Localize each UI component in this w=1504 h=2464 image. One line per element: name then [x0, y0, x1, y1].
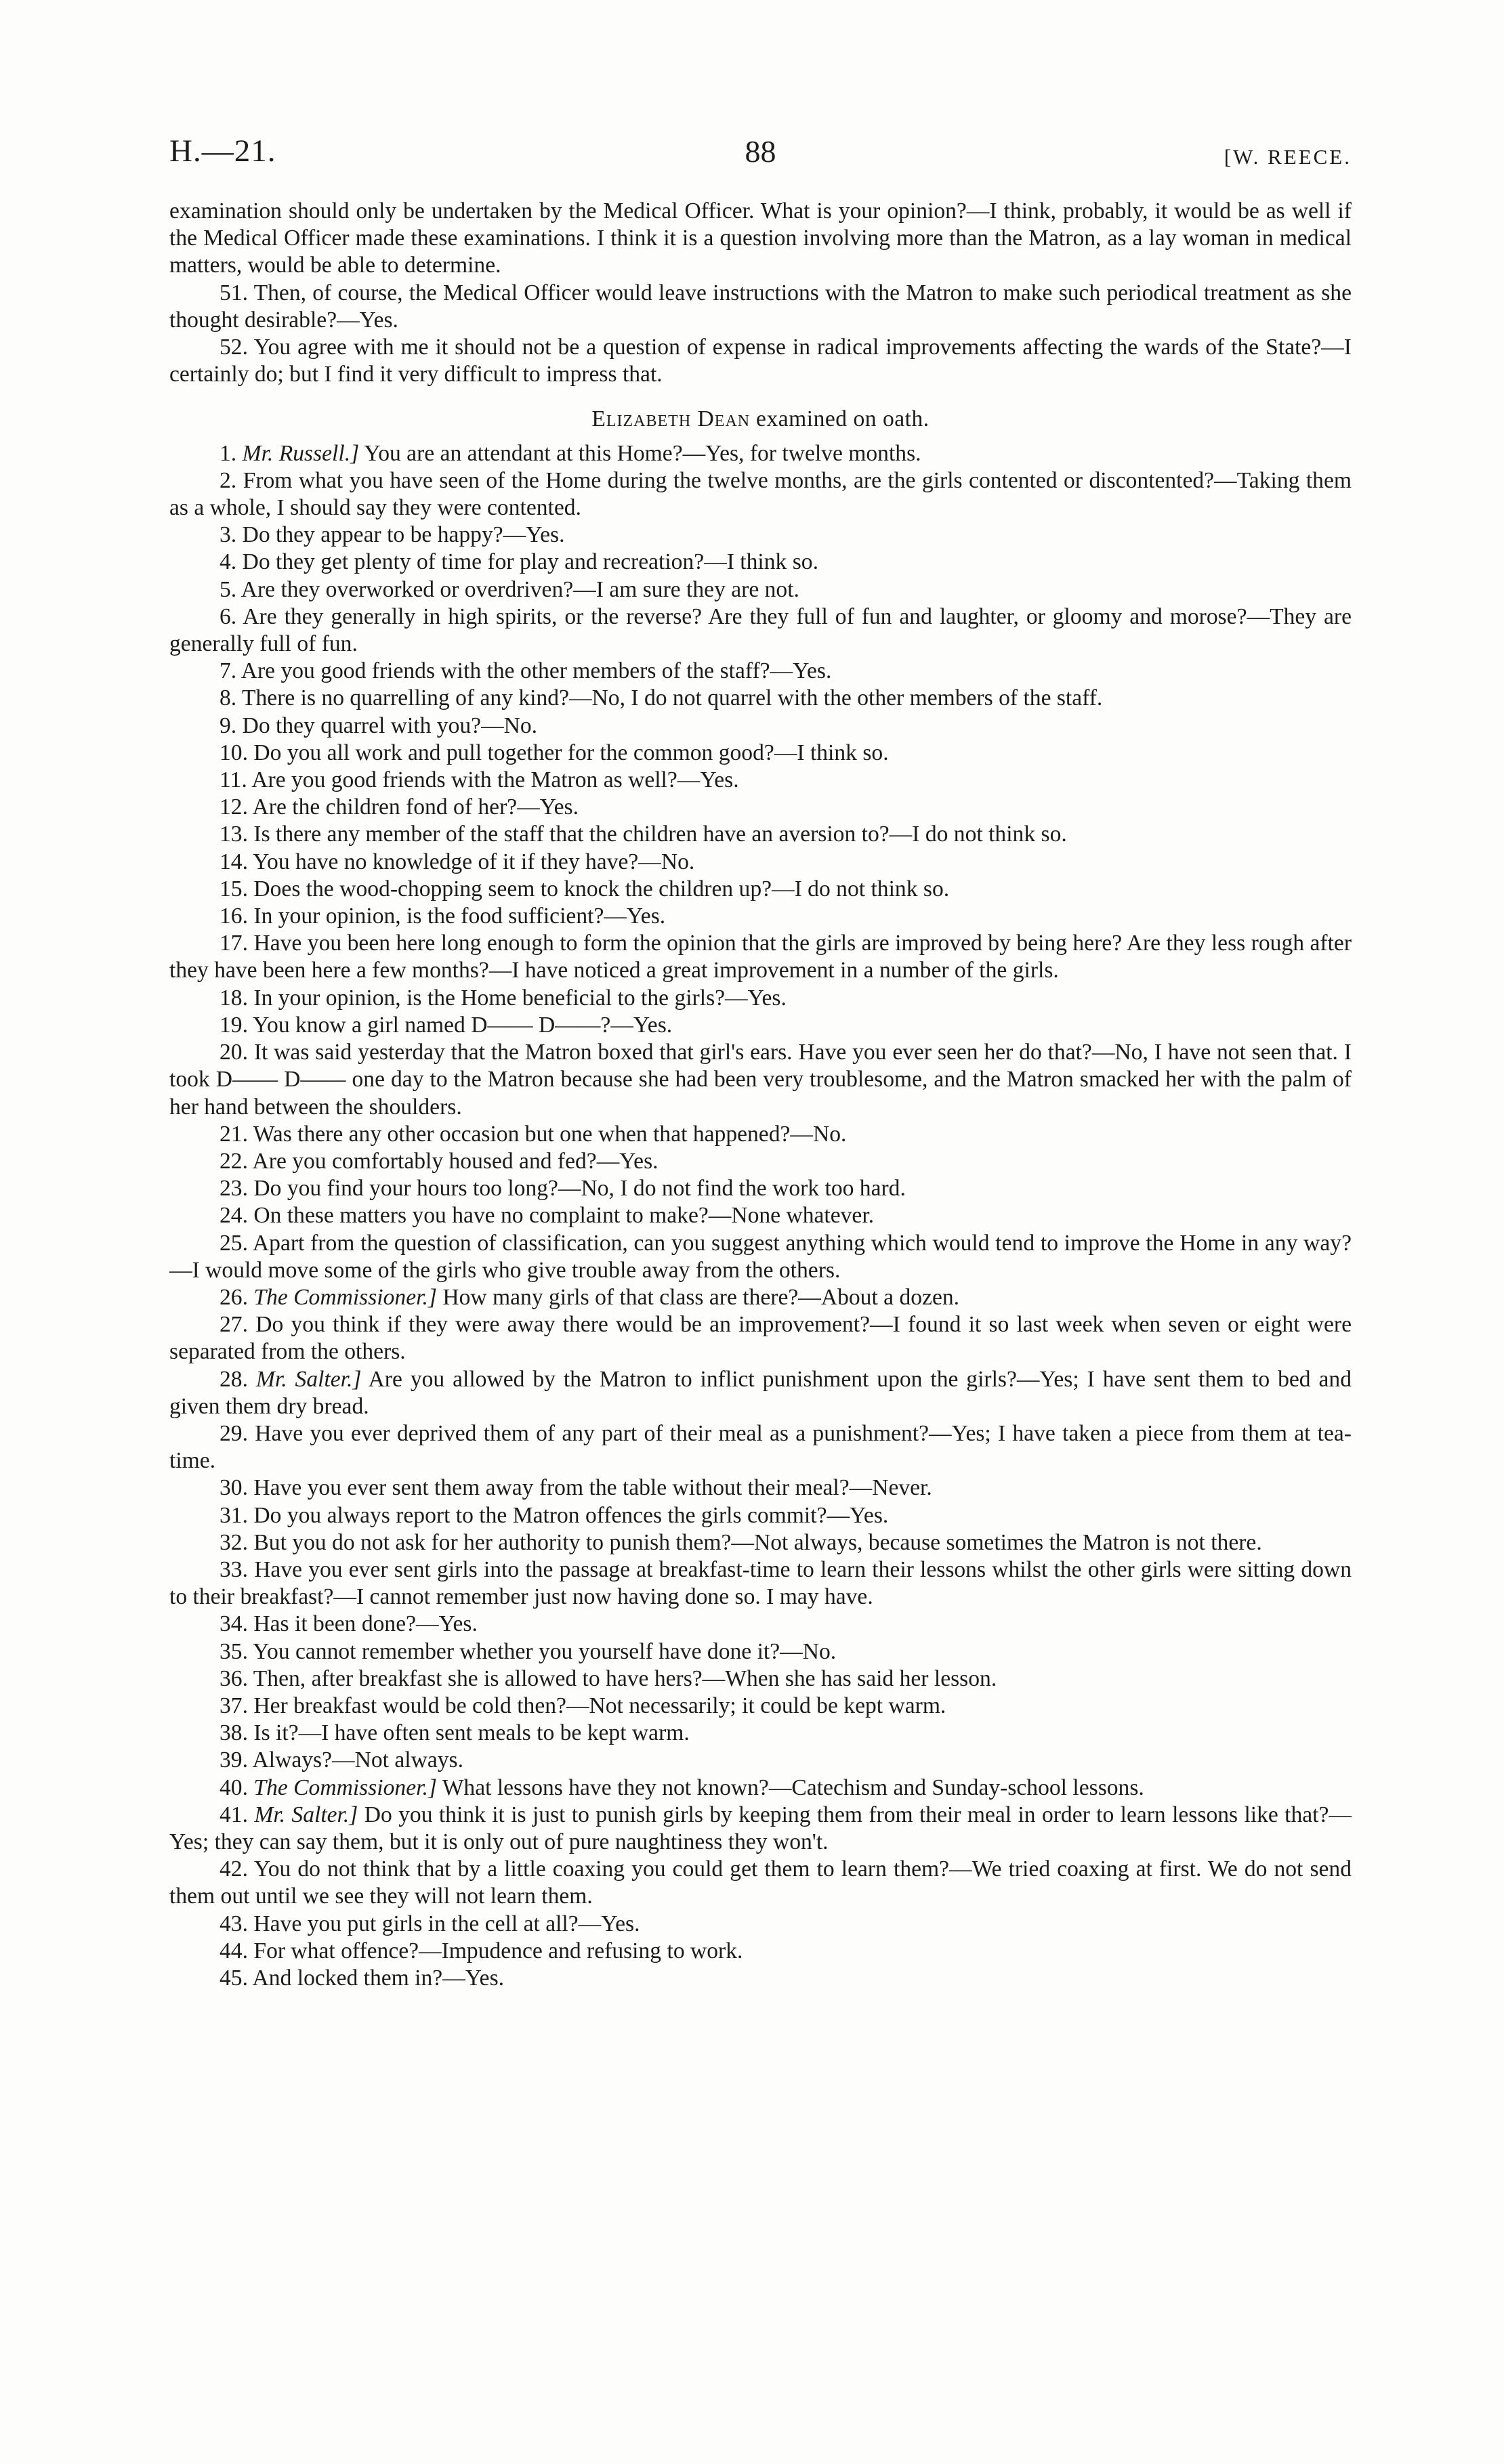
witness-name: Elizabeth Dean — [591, 406, 751, 432]
question-text: Apart from the question of classification, can you suggest anything which would tend to improve the Home in any way?—I would move some of the girls who give trouble away from the others. — [169, 1230, 1352, 1283]
question-paragraph — [169, 685, 1352, 712]
question-paragraph — [169, 1175, 1352, 1202]
question-number: 17. — [220, 931, 248, 956]
question-paragraph — [169, 1474, 1352, 1502]
speaker: The Commissioner.] — [253, 1284, 437, 1310]
question-text: Have you put girls in the cell at all?—Yes. — [253, 1911, 640, 1936]
question-paragraph — [169, 1121, 1352, 1148]
question-number: 18. — [220, 985, 248, 1011]
question-paragraph — [169, 1311, 1352, 1365]
question-paragraph — [169, 821, 1352, 848]
question-text: Is there any member of the staff that the children have an aversion to?—I do not think so. — [253, 822, 1067, 847]
question-number: 10. — [220, 740, 248, 765]
question-paragraph — [169, 740, 1352, 767]
question-number: 52. — [220, 335, 248, 360]
question-text: On these matters you have no complaint to make?—None whatever. — [253, 1203, 875, 1229]
question-text: It was said yesterday that the Matron boxed that girl's ears. Have you ever seen her do that?—No, I have not seen that. I took D—— D—— one day to the Matron because she had been very troublesome, and the Matron smacked her with the palm of her hand between the shoulders. — [169, 1040, 1352, 1120]
question-text: Have you been here long enough to form the opinion that the girls are improved by being here? Are they less rough after they have been here a few months?—I have noticed a great improvement in a number of the girls. — [169, 931, 1352, 983]
question-text: Do you always report to the Matron offences the girls commit?—Yes. — [253, 1502, 889, 1528]
page-number: 88 — [745, 134, 776, 169]
question-text: You agree with me it should not be a question of expense in radical improvements affecting the wards of the State?—I certainly do; but I find it very difficult to impress that. — [169, 335, 1352, 387]
question-text: Are you good friends with the Matron as well?—Yes. — [251, 767, 739, 793]
question-number: 22. — [220, 1148, 248, 1174]
question-number: 6. — [220, 603, 237, 629]
question-text: What lessons have they not known?—Catechism and Sunday-school lessons. — [442, 1775, 1144, 1800]
question-number: 27. — [220, 1312, 248, 1338]
question-number: 31. — [220, 1502, 248, 1528]
speaker: Mr. Salter.] — [254, 1802, 358, 1827]
question-paragraph — [169, 1039, 1352, 1121]
question-paragraph — [169, 849, 1352, 876]
question-text: Has it been done?—Yes. — [253, 1611, 478, 1637]
question-text: Do they quarrel with you?—No. — [242, 713, 538, 738]
question-number: 38. — [220, 1720, 248, 1746]
question-text: In your opinion, is the food sufficient?—Yes. — [253, 904, 666, 929]
question-paragraph — [169, 603, 1352, 658]
question-paragraph — [169, 1747, 1352, 1774]
question-text: Do they get plenty of time for play and recreation?—I think so. — [242, 549, 818, 575]
question-text: You know a girl named D—— D——?—Yes. — [253, 1012, 673, 1038]
question-number: 34. — [220, 1611, 248, 1637]
question-paragraph — [169, 1366, 1352, 1420]
question-text: And locked them in?—Yes. — [252, 1966, 505, 1991]
speaker: The Commissioner.] — [253, 1775, 437, 1800]
question-text: Do you think if they were away there would be an improvement?—I found it so last week when seven or eight were separated from the others. — [169, 1312, 1352, 1365]
question-text: But you do not ask for her authority to punish them?—Not always, because sometimes the Matron is not there. — [253, 1529, 1262, 1555]
question-number: 32. — [220, 1529, 248, 1555]
question-text: Then, of course, the Medical Officer would leave instructions with the Matron to make such periodical treatment as she thought desirable?—Yes. — [169, 280, 1352, 333]
question-number: 44. — [220, 1938, 248, 1963]
question-number: 39. — [220, 1747, 248, 1773]
question-paragraph — [169, 1611, 1352, 1638]
question-text: Are they generally in high spirits, or the reverse? Are they full of fun and laughter, or gloomy and morose?—They are generally full of fun. — [169, 603, 1352, 657]
question-number: 24. — [220, 1203, 248, 1229]
question-number: 25. — [220, 1230, 248, 1256]
speaker: Mr. Russell.] — [242, 440, 360, 466]
intro-paragraphs — [169, 198, 1352, 388]
question-text: There is no quarrelling of any kind?—No, I do not quarrel with the other members of the staff. — [241, 685, 1103, 711]
question-number: 21. — [220, 1121, 248, 1147]
question-paragraph — [169, 1720, 1352, 1747]
question-text: How many girls of that class are there?—About a dozen. — [442, 1284, 960, 1310]
question-number: 23. — [220, 1176, 248, 1202]
question-text: Have you ever sent girls into the passage at breakfast-time to learn their lessons whilst the other girls were sitting down to their breakfast?—I cannot remember just now having done so. I may have. — [169, 1556, 1352, 1610]
question-paragraph — [169, 876, 1352, 903]
question-text: From what you have seen of the Home during the twelve months, are the girls contented or discontented?—Taking them as a whole, I should say they were contented. — [169, 467, 1352, 521]
question-number: 37. — [220, 1693, 248, 1718]
question-paragraph — [169, 1938, 1352, 1965]
question-text: You do not think that by a little coaxing you could get them to learn them?—We tried coaxing at first. We do not send them out until we see they will not learn them. — [169, 1856, 1352, 1909]
question-list — [169, 440, 1352, 1993]
question-text: Have you ever sent them away from the table without their meal?—Never. — [253, 1475, 932, 1501]
question-number: 29. — [220, 1420, 248, 1446]
question-text: You cannot remember whether you yourself have done it?—No. — [253, 1638, 837, 1664]
question-text: examination should only be undertaken by the Medical Officer. What is your opinion?—I think, probably, it would be as well if the Medical Officer made these examinations. I think it is a question involving more than the Matron, as a lay woman in medical matters, would be able to determine. — [169, 198, 1352, 278]
question-number: 16. — [220, 904, 248, 929]
question-paragraph — [169, 1965, 1352, 1992]
question-text: Do you think it is just to punish girls by keeping them from their meal in order to learn lessons like that?—Yes; they can say them, but it is only out of pure naughtiness they won't. — [169, 1802, 1352, 1854]
intro-paragraph — [169, 334, 1352, 388]
question-paragraph — [169, 930, 1352, 984]
question-text: For what offence?—Impudence and refusing to work. — [253, 1938, 743, 1963]
question-paragraph — [169, 1802, 1352, 1856]
question-paragraph — [169, 985, 1352, 1012]
question-number: 9. — [220, 713, 237, 738]
question-text: Are they overworked or overdriven?—I am sure they are not. — [241, 576, 799, 602]
question-number: 5. — [220, 576, 237, 602]
question-number: 2. — [220, 467, 237, 493]
question-number: 4. — [220, 549, 237, 575]
question-number: 35. — [220, 1638, 248, 1664]
section-heading — [169, 406, 1352, 433]
question-number: 15. — [220, 876, 248, 901]
intro-paragraph — [169, 198, 1352, 280]
question-number: 20. — [220, 1040, 248, 1065]
question-text: Are you allowed by the Matron to inflict punishment upon the girls?—Yes; I have sent them to bed and given them dry bread. — [169, 1366, 1352, 1419]
question-number: 51. — [220, 280, 248, 305]
question-paragraph — [169, 794, 1352, 821]
question-number: 33. — [220, 1556, 248, 1582]
question-text: Her breakfast would be cold then?—Not necessarily; it could be kept warm. — [253, 1693, 946, 1718]
question-number: 30. — [220, 1475, 248, 1501]
question-number: 3. — [220, 522, 237, 548]
question-number: 28. — [220, 1366, 248, 1392]
question-paragraph — [169, 1529, 1352, 1556]
question-number: 19. — [220, 1012, 248, 1038]
question-number: 40. — [220, 1775, 248, 1800]
question-number: 36. — [220, 1665, 248, 1691]
question-paragraph — [169, 576, 1352, 603]
question-paragraph — [169, 658, 1352, 685]
question-number: 12. — [220, 794, 248, 820]
paper-reference: H.—21. — [169, 133, 276, 169]
question-paragraph — [169, 1012, 1352, 1039]
question-number: 8. — [220, 685, 237, 711]
question-text: You have no knowledge of it if they have?—No. — [253, 849, 695, 874]
question-paragraph — [169, 1202, 1352, 1229]
question-paragraph — [169, 1502, 1352, 1529]
question-paragraph — [169, 1148, 1352, 1175]
question-text: Is it?—I have often sent meals to be kept warm. — [253, 1720, 690, 1746]
question-paragraph — [169, 1230, 1352, 1284]
question-text: Always?—Not always. — [252, 1747, 463, 1773]
question-paragraph — [169, 467, 1352, 522]
witness-running-head: [W. REECE. — [1224, 145, 1352, 169]
question-text: In your opinion, is the Home beneficial to the girls?—Yes. — [253, 985, 787, 1011]
question-paragraph — [169, 1775, 1352, 1802]
document-body — [169, 198, 1352, 1992]
question-paragraph — [169, 1665, 1352, 1693]
intro-paragraph — [169, 280, 1352, 334]
question-number: 13. — [220, 822, 248, 847]
question-number: 7. — [220, 658, 237, 684]
question-paragraph — [169, 713, 1352, 740]
question-text: Are you comfortably housed and fed?—Yes. — [252, 1148, 659, 1174]
question-paragraph — [169, 1911, 1352, 1938]
question-text: You are an attendant at this Home?—Yes, for twelve months. — [364, 440, 921, 466]
question-number: 43. — [220, 1911, 248, 1936]
question-text: Then, after breakfast she is allowed to have hers?—When she has said her lesson. — [253, 1665, 997, 1691]
question-number: 45. — [220, 1966, 248, 1991]
question-text: Does the wood-chopping seem to knock the children up?—I do not think so. — [253, 876, 950, 901]
question-paragraph — [169, 1638, 1352, 1665]
section-heading-suffix: examined on oath. — [756, 406, 929, 432]
question-paragraph — [169, 549, 1352, 576]
question-number: 42. — [220, 1856, 248, 1882]
question-paragraph — [169, 522, 1352, 549]
question-text: Are you good friends with the other members of the staff?—Yes. — [241, 658, 832, 684]
question-number: 41. — [220, 1802, 248, 1827]
question-paragraph — [169, 767, 1352, 794]
question-paragraph — [169, 1556, 1352, 1611]
question-paragraph — [169, 1693, 1352, 1720]
speaker: Mr. Salter.] — [255, 1366, 362, 1392]
question-number: 1. — [220, 440, 237, 466]
question-text: Are the children fond of her?—Yes. — [252, 794, 579, 820]
question-text: Do you find your hours too long?—No, I do not find the work too hard. — [253, 1176, 906, 1202]
question-number: 14. — [220, 849, 248, 874]
question-paragraph — [169, 903, 1352, 930]
question-number: 11. — [220, 767, 247, 793]
question-paragraph — [169, 1420, 1352, 1474]
question-text: Do they appear to be happy?—Yes. — [242, 522, 565, 548]
question-paragraph — [169, 1284, 1352, 1311]
question-number: 26. — [220, 1284, 248, 1310]
question-text: Was there any other occasion but one when that happened?—No. — [253, 1121, 847, 1147]
question-text: Have you ever deprived them of any part of their meal as a punishment?—Yes; I have taken a piece from them at tea-time. — [169, 1420, 1352, 1474]
question-text: Do you all work and pull together for the common good?—I think so. — [253, 740, 889, 765]
question-paragraph — [169, 1856, 1352, 1910]
page-header — [169, 129, 1352, 169]
question-paragraph — [169, 440, 1352, 467]
